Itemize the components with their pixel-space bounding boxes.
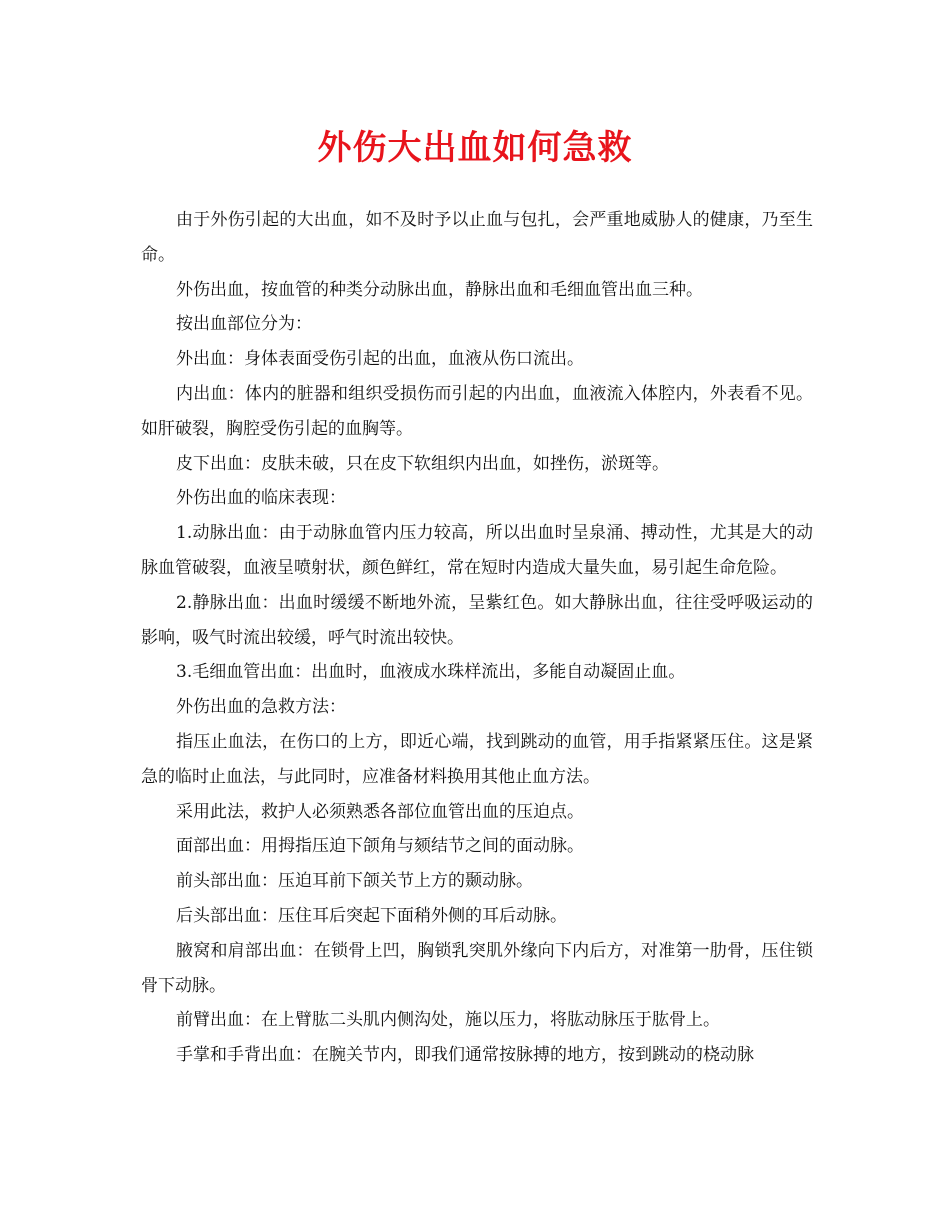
paragraph: 外伤出血的临床表现： (176, 488, 346, 509)
paragraph: 内出血：体内的脏器和组织受损伤而引起的内出血，血液流入体腔内，外表看不见。如肝破裂，胸腔受伤引起的血胸等。 (141, 383, 813, 439)
paragraph: 皮下出血：皮肤未破，只在皮下软组织内出血，如挫伤，淤斑等。 (176, 453, 669, 474)
document-body (141, 203, 813, 1073)
paragraph: 采用此法，救护人必须熟悉各部位血管出血的压迫点。 (176, 801, 584, 822)
document-title: 外伤大出血如何急救 (317, 128, 633, 168)
paragraph: 按出血部位分为： (176, 314, 312, 335)
paragraph: 前头部出血：压迫耳前下颌关节上方的颞动脉。 (176, 871, 533, 892)
paragraph: 指压止血法，在伤口的上方，即近心端，找到跳动的血管，用手指紧紧压住。这是紧急的临时止血法，与此同时，应准备材料换用其他止血方法。 (141, 731, 813, 787)
paragraph: 1.动脉出血：由于动脉血管内压力较高，所以出血时呈泉涌、搏动性，尤其是大的动脉血管破裂，血液呈喷射状，颜色鲜红，常在短时内造成大量失血，易引起生命危险。 (141, 523, 813, 578)
paragraph: 3.毛细血管出血：出血时，血液成水珠样流出，多能自动凝固止血。 (176, 662, 686, 683)
paragraph: 由于外伤引起的大出血，如不及时予以止血与包扎，会严重地威胁人的健康，乃至生命。 (141, 210, 813, 265)
paragraph: 后头部出血：压住耳后突起下面稍外侧的耳后动脉。 (176, 905, 567, 926)
paragraph: 2.静脉出血：出血时缓缓不断地外流，呈紫红色。如大静脉出血，往往受呼吸运动的影响，吸气时流出较缓，呼气时流出较快。 (141, 592, 813, 648)
paragraph: 面部出血：用拇指压迫下颌角与颏结节之间的面动脉。 (176, 836, 584, 857)
paragraph: 外伤出血的急救方法： (176, 697, 346, 718)
paragraph: 外出血：身体表面受伤引起的出血，血液从伤口流出。 (176, 349, 584, 370)
paragraph: 外伤出血，按血管的种类分动脉出血，静脉出血和毛细血管出血三种。 (176, 279, 703, 300)
paragraph: 腋窝和肩部出血：在锁骨上凹，胸锁乳突肌外缘向下内后方，对准第一肋骨，压住锁骨下动脉。 (141, 940, 813, 996)
paragraph: 手掌和手背出血：在腕关节内，即我们通常按脉搏的地方，按到跳动的桡动脉 (176, 1045, 754, 1066)
paragraph: 前臂出血：在上臂肱二头肌内侧沟处，施以压力，将肱动脉压于肱骨上。 (176, 1010, 720, 1031)
